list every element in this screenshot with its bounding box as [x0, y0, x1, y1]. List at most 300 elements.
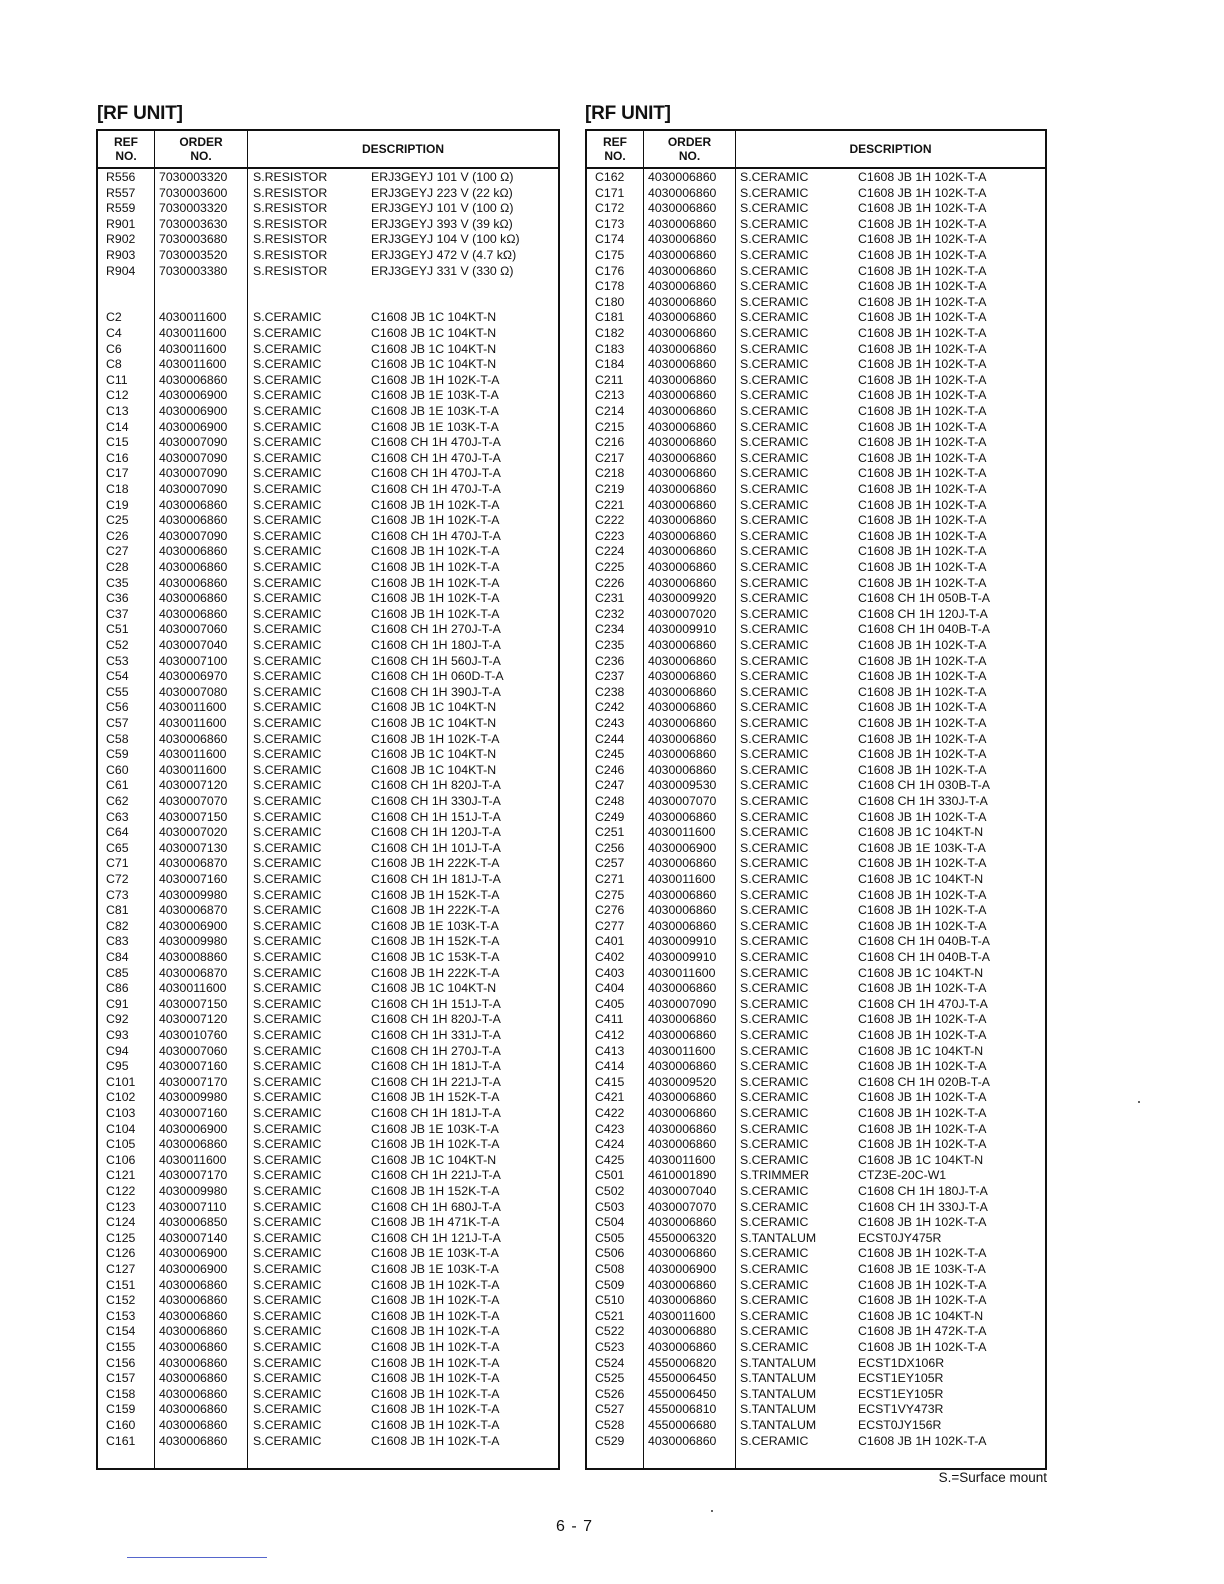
ref-no-cell: C525: [595, 1371, 625, 1386]
order-no-cell: 4030007070: [159, 794, 228, 808]
part-type-cell: S.CERAMIC: [740, 700, 809, 715]
order-no-cell: 4550006450: [648, 1371, 717, 1386]
part-type-cell: S.CERAMIC: [253, 419, 322, 434]
part-type-cell: S.CERAMIC: [253, 1246, 322, 1261]
order-no-cell: 4030006860: [648, 357, 717, 372]
order-no-cell: 4030006860: [648, 1106, 717, 1120]
table-row: [587, 732, 1045, 748]
part-type-cell: S.TANTALUM: [740, 1355, 817, 1370]
ref-no-cell: C522: [595, 1324, 625, 1339]
table-row: [587, 1371, 1045, 1387]
part-type-cell: S.CERAMIC: [740, 1262, 809, 1276]
part-type-cell: S.CERAMIC: [740, 856, 809, 871]
table-row: [98, 201, 558, 217]
ref-no-cell: C59: [106, 747, 129, 762]
part-type-cell: S.CERAMIC: [253, 1184, 322, 1198]
order-no-cell: 4030007090: [159, 450, 228, 465]
part-type-cell: S.CERAMIC: [253, 1121, 322, 1136]
part-type-cell: S.RESISTOR: [253, 232, 328, 247]
order-no-cell: 4030006860: [648, 248, 717, 262]
part-spec-cell: C1608 JB 1H 102K-T-A: [858, 388, 987, 403]
ref-no-cell: C183: [595, 341, 625, 356]
part-spec-cell: C1608 CH 1H 020B-T-A: [858, 1074, 990, 1089]
ref-no-cell: C65: [106, 840, 129, 855]
order-no-cell: 4030006900: [159, 1246, 228, 1261]
order-no-cell: 7030003520: [159, 248, 228, 262]
table-row: [98, 451, 558, 467]
table-row: [587, 763, 1045, 779]
part-type-cell: S.CERAMIC: [740, 1090, 809, 1105]
order-no-cell: 4030006900: [648, 1262, 717, 1276]
part-spec-cell: C1608 JB 1H 152K-T-A: [371, 934, 500, 949]
table-row: [98, 1215, 558, 1231]
header-ref-no: [587, 131, 643, 167]
part-spec-cell: C1608 JB 1H 102K-T-A: [371, 1137, 500, 1152]
ref-no-cell: C521: [595, 1308, 625, 1323]
part-spec-cell: ECST0JY156R: [858, 1418, 942, 1432]
order-no-cell: 4030006860: [648, 918, 717, 933]
ref-no-cell: C257: [595, 856, 625, 871]
ref-no-cell: C414: [595, 1059, 625, 1074]
part-type-cell: S.CERAMIC: [253, 1433, 322, 1448]
table-row: [587, 201, 1045, 217]
table-row: [587, 856, 1045, 872]
order-no-cell: 4030009980: [159, 887, 228, 902]
part-type-cell: S.CERAMIC: [253, 528, 322, 543]
ref-no-cell: C405: [595, 996, 625, 1011]
part-type-cell: S.CERAMIC: [740, 435, 809, 450]
part-spec-cell: C1608 JB 1H 152K-T-A: [371, 1090, 500, 1105]
part-type-cell: S.CERAMIC: [253, 326, 322, 340]
part-type-cell: S.CERAMIC: [740, 1152, 809, 1167]
order-no-cell: 4030006860: [648, 762, 717, 777]
table-row: [98, 1200, 558, 1216]
part-spec-cell: ECST1EY105R: [858, 1371, 944, 1386]
order-no-cell: 4030009980: [159, 1184, 228, 1198]
part-type-cell: S.CERAMIC: [253, 1074, 322, 1089]
table-row: [587, 482, 1045, 498]
order-no-cell: 4030007090: [159, 466, 228, 481]
part-spec-cell: C1608 JB 1H 102K-T-A: [858, 482, 987, 496]
part-type-cell: S.CERAMIC: [253, 840, 322, 855]
part-spec-cell: C1608 JB 1H 102K-T-A: [371, 1293, 500, 1308]
ref-no-cell: C421: [595, 1090, 625, 1105]
ref-no-cell: C423: [595, 1121, 625, 1136]
part-spec-cell: C1608 CH 1H 470J-T-A: [371, 482, 501, 496]
table-row: [98, 170, 558, 186]
part-type-cell: S.CERAMIC: [740, 326, 809, 340]
parts-table-right: [585, 129, 1047, 1470]
part-spec-cell: C1608 JB 1E 103K-T-A: [371, 918, 499, 933]
part-type-cell: S.TANTALUM: [740, 1386, 817, 1401]
ref-no-cell: C524: [595, 1355, 625, 1370]
order-no-cell: 4030011600: [159, 357, 227, 372]
order-no-cell: 4030007020: [648, 606, 717, 621]
ref-no-cell: C12: [106, 388, 129, 403]
part-spec-cell: C1608 JB 1H 102K-T-A: [858, 466, 987, 481]
part-spec-cell: C1608 JB 1C 104KT-N: [371, 700, 497, 715]
order-no-cell: 4030006860: [159, 1277, 228, 1292]
ref-no-cell: C124: [106, 1215, 136, 1230]
ref-no-cell: C122: [106, 1184, 136, 1198]
part-type-cell: S.CERAMIC: [740, 1043, 809, 1058]
ref-no-cell: C64: [106, 825, 129, 840]
ref-no-cell: C56: [106, 700, 129, 715]
ref-no-cell: C162: [595, 170, 625, 184]
order-no-cell: 4030011600: [159, 310, 227, 325]
ref-no-cell: C510: [595, 1293, 625, 1308]
ref-no-cell: C424: [595, 1137, 625, 1152]
part-type-cell: S.CERAMIC: [253, 560, 322, 574]
ref-no-cell: R557: [106, 185, 136, 200]
table-row: [98, 700, 558, 716]
order-no-cell: 4030006860: [648, 1340, 717, 1354]
table-row: [587, 841, 1045, 857]
part-type-cell: S.CERAMIC: [740, 1184, 809, 1198]
part-type-cell: S.RESISTOR: [253, 185, 328, 200]
ref-no-cell: C27: [106, 544, 129, 559]
ref-no-cell: C102: [106, 1090, 136, 1105]
part-type-cell: S.CERAMIC: [253, 918, 322, 933]
table-row: [98, 1309, 558, 1325]
order-no-cell: 4030009910: [648, 950, 717, 964]
part-type-cell: S.CERAMIC: [253, 653, 322, 668]
part-spec-cell: C1608 CH 1H 121J-T-A: [371, 1230, 501, 1245]
table-row: [587, 1137, 1045, 1153]
ref-no-cell: C58: [106, 731, 129, 746]
part-spec-cell: C1608 JB 1H 102K-T-A: [858, 653, 987, 668]
header-order-line2: NO.: [190, 149, 212, 163]
part-spec-cell: C1608 JB 1E 103K-T-A: [371, 388, 499, 403]
table-row: [587, 872, 1045, 888]
table-row: [587, 373, 1045, 389]
order-no-cell: 4030006860: [648, 575, 717, 590]
ref-no-cell: C509: [595, 1277, 625, 1292]
part-type-cell: S.TANTALUM: [740, 1418, 817, 1432]
ref-no-cell: C256: [595, 840, 625, 855]
part-type-cell: S.CERAMIC: [253, 388, 322, 403]
ref-no-cell: C232: [595, 606, 625, 621]
ref-no-cell: C415: [595, 1074, 625, 1089]
part-spec-cell: C1608 JB 1H 102K-T-A: [858, 372, 987, 387]
table-row: [587, 1075, 1045, 1091]
part-type-cell: S.CERAMIC: [740, 981, 809, 996]
part-type-cell: S.CERAMIC: [253, 606, 322, 621]
part-spec-cell: C1608 CH 1H 060D-T-A: [371, 669, 504, 684]
ref-no-cell: C104: [106, 1121, 136, 1136]
part-type-cell: S.CERAMIC: [253, 1402, 322, 1417]
table-row: [98, 1028, 558, 1044]
order-no-cell: 4030006860: [648, 856, 717, 871]
part-spec-cell: C1608 JB 1H 102K-T-A: [858, 903, 987, 918]
table-row: [98, 841, 558, 857]
part-type-cell: S.CERAMIC: [740, 1293, 809, 1308]
part-type-cell: S.CERAMIC: [253, 1199, 322, 1214]
table-row: [98, 420, 558, 436]
part-type-cell: S.CERAMIC: [253, 513, 322, 528]
part-type-cell: S.CERAMIC: [253, 762, 322, 777]
part-spec-cell: C1608 JB 1H 102K-T-A: [858, 263, 987, 278]
part-spec-cell: C1608 CH 1H 470J-T-A: [371, 450, 501, 465]
order-no-cell: 4030006860: [648, 279, 717, 294]
header-desc-text: DESCRIPTION: [849, 142, 932, 156]
ref-no-cell: C425: [595, 1152, 625, 1167]
ref-no-cell: C218: [595, 466, 625, 481]
order-no-cell: 4030006870: [159, 965, 228, 980]
part-type-cell: S.CERAMIC: [253, 778, 322, 793]
table-row: [587, 950, 1045, 966]
order-no-cell: 4030007120: [159, 1012, 228, 1027]
part-spec-cell: C1608 CH 1H 820J-T-A: [371, 778, 501, 793]
table-row: [587, 170, 1045, 186]
ref-no-cell: C231: [595, 591, 625, 606]
part-spec-cell: C1608 CH 1H 181J-T-A: [371, 1106, 501, 1120]
part-spec-cell: C1608 JB 1H 102K-T-A: [371, 606, 500, 621]
part-spec-cell: C1608 JB 1H 472K-T-A: [858, 1324, 987, 1339]
ref-no-cell: C37: [106, 606, 129, 621]
part-type-cell: S.CERAMIC: [740, 622, 809, 637]
part-spec-cell: C1608 JB 1E 103K-T-A: [371, 404, 499, 418]
part-type-cell: S.CERAMIC: [253, 435, 322, 450]
table-row: [98, 498, 558, 514]
table-row: [98, 1434, 558, 1450]
part-type-cell: S.CERAMIC: [740, 903, 809, 918]
part-type-cell: S.CERAMIC: [253, 638, 322, 652]
ref-no-cell: C226: [595, 575, 625, 590]
part-spec-cell: C1608 JB 1H 102K-T-A: [858, 435, 987, 450]
part-spec-cell: C1608 JB 1H 222K-T-A: [371, 965, 500, 980]
part-spec-cell: C1608 JB 1H 102K-T-A: [371, 372, 500, 387]
part-type-cell: S.CERAMIC: [740, 716, 809, 730]
table-row: [587, 1044, 1045, 1060]
part-spec-cell: C1608 JB 1H 102K-T-A: [858, 513, 987, 528]
table-row: [98, 310, 558, 326]
part-spec-cell: C1608 JB 1H 152K-T-A: [371, 887, 500, 902]
table-row: [98, 373, 558, 389]
part-type-cell: S.CERAMIC: [253, 731, 322, 746]
part-type-cell: S.CERAMIC: [740, 1059, 809, 1074]
order-no-cell: 7030003320: [159, 170, 228, 184]
table-row: [587, 248, 1045, 264]
table-row: [98, 1246, 558, 1262]
table-row: [587, 638, 1045, 654]
part-spec-cell: C1608 JB 1H 102K-T-A: [858, 669, 987, 684]
order-no-cell: 7030003600: [159, 185, 228, 200]
order-no-cell: 4030006860: [159, 1386, 228, 1401]
order-no-cell: 4030007160: [159, 1059, 228, 1074]
ref-no-cell: C14: [106, 419, 129, 434]
order-no-cell: 4030007140: [159, 1230, 228, 1245]
ref-no-cell: C247: [595, 778, 625, 793]
ref-no-cell: C223: [595, 528, 625, 543]
table-row: [587, 420, 1045, 436]
ref-no-cell: C412: [595, 1028, 625, 1042]
table-row: [587, 919, 1045, 935]
table-row: [587, 622, 1045, 638]
table-row: [98, 264, 558, 280]
order-no-cell: 4030006860: [648, 684, 717, 699]
ref-no-cell: C103: [106, 1106, 136, 1120]
part-type-cell: S.CERAMIC: [740, 950, 809, 964]
order-no-cell: 4030006860: [159, 560, 228, 574]
part-type-cell: S.CERAMIC: [740, 591, 809, 606]
table-row: [587, 1153, 1045, 1169]
part-type-cell: S.CERAMIC: [740, 232, 809, 247]
part-type-cell: S.CERAMIC: [253, 903, 322, 918]
order-no-cell: 4030009980: [159, 1090, 228, 1105]
order-no-cell: 4030006860: [159, 513, 228, 528]
part-type-cell: S.CERAMIC: [740, 887, 809, 902]
footnote-surface-mount: S.=Surface mount: [938, 1470, 1047, 1485]
part-type-cell: S.CERAMIC: [740, 450, 809, 465]
table-row: [98, 342, 558, 358]
order-no-cell: 4030009520: [648, 1074, 717, 1089]
order-no-cell: 4030006860: [648, 528, 717, 543]
part-type-cell: S.CERAMIC: [253, 1106, 322, 1120]
order-no-cell: 4030006860: [648, 1012, 717, 1027]
order-no-cell: 4030006860: [648, 450, 717, 465]
part-type-cell: S.CERAMIC: [253, 404, 322, 418]
part-type-cell: S.CERAMIC: [740, 1324, 809, 1339]
part-type-cell: S.CERAMIC: [253, 1355, 322, 1370]
part-type-cell: S.TRIMMER: [740, 1168, 809, 1183]
order-no-cell: 4030006970: [159, 669, 228, 684]
order-no-cell: 4030006860: [159, 1433, 228, 1448]
ref-no-cell: C159: [106, 1402, 136, 1417]
order-no-cell: 4030011600: [159, 1152, 227, 1167]
header-ref-no: [98, 131, 154, 167]
part-spec-cell: C1608 JB 1C 104KT-N: [371, 341, 497, 356]
part-spec-cell: C1608 CH 1H 050B-T-A: [858, 591, 990, 606]
table-row: [587, 1059, 1045, 1075]
table-row: [98, 466, 558, 482]
part-spec-cell: C1608 CH 1H 330J-T-A: [858, 1199, 988, 1214]
header-ref-line1: REF: [114, 135, 138, 149]
part-spec-cell: C1608 JB 1H 222K-T-A: [371, 903, 500, 918]
part-type-cell: S.CERAMIC: [740, 419, 809, 434]
table-row: [98, 1137, 558, 1153]
table-row: [98, 778, 558, 794]
table-row: [98, 919, 558, 935]
part-spec-cell: C1608 JB 1H 102K-T-A: [858, 684, 987, 699]
part-type-cell: S.CERAMIC: [740, 965, 809, 980]
part-spec-cell: C1608 CH 1H 180J-T-A: [858, 1184, 988, 1198]
part-type-cell: S.CERAMIC: [740, 544, 809, 559]
part-type-cell: S.CERAMIC: [740, 185, 809, 200]
order-no-cell: 4030006900: [159, 1262, 228, 1276]
ref-no-cell: C234: [595, 622, 625, 637]
order-no-cell: 4030011600: [648, 1043, 716, 1058]
table-row: [98, 388, 558, 404]
part-type-cell: S.CERAMIC: [253, 825, 322, 840]
order-no-cell: 4030006860: [159, 1293, 228, 1308]
order-no-cell: 4030006860: [648, 1137, 717, 1152]
order-no-cell: 4030006900: [159, 918, 228, 933]
part-spec-cell: C1608 JB 1H 102K-T-A: [858, 1215, 987, 1230]
table-row: [98, 716, 558, 732]
table-row: [98, 217, 558, 233]
ref-no-cell: C178: [595, 279, 625, 294]
part-type-cell: S.CERAMIC: [740, 762, 809, 777]
part-type-cell: S.CERAMIC: [740, 497, 809, 512]
order-no-cell: 4030006900: [648, 840, 717, 855]
part-type-cell: S.CERAMIC: [740, 528, 809, 543]
part-spec-cell: ERJ3GEYJ 101 V (100 Ω): [371, 170, 514, 184]
part-spec-cell: C1608 CH 1H 180J-T-A: [371, 638, 501, 652]
ref-no-cell: C71: [106, 856, 129, 871]
part-spec-cell: C1608 JB 1H 102K-T-A: [858, 341, 987, 356]
ref-no-cell: C404: [595, 981, 625, 996]
part-spec-cell: ECST1VY473R: [858, 1402, 944, 1417]
part-spec-cell: C1608 JB 1H 102K-T-A: [858, 170, 987, 184]
table-row: [98, 794, 558, 810]
ref-no-cell: C36: [106, 591, 129, 606]
part-type-cell: S.CERAMIC: [740, 216, 809, 231]
part-spec-cell: C1608 CH 1H 221J-T-A: [371, 1074, 501, 1089]
table-row: [98, 482, 558, 498]
part-spec-cell: C1608 JB 1H 222K-T-A: [371, 856, 500, 871]
part-spec-cell: C1608 JB 1H 102K-T-A: [858, 279, 987, 294]
header-order-line2: NO.: [678, 149, 701, 163]
part-type-cell: S.CERAMIC: [740, 310, 809, 325]
ref-no-cell: C528: [595, 1418, 625, 1432]
part-spec-cell: C1608 JB 1H 102K-T-A: [858, 1028, 987, 1042]
part-spec-cell: C1608 JB 1C 104KT-N: [858, 1308, 984, 1323]
part-spec-cell: C1608 CH 1H 040B-T-A: [858, 934, 990, 949]
part-spec-cell: ERJ3GEYJ 101 V (100 Ω): [371, 201, 514, 216]
part-type-cell: S.CERAMIC: [740, 1215, 809, 1230]
ref-no-cell: C504: [595, 1215, 625, 1230]
part-spec-cell: C1608 JB 1H 102K-T-A: [858, 1246, 987, 1261]
part-type-cell: S.CERAMIC: [253, 684, 322, 699]
order-no-cell: 4030007090: [159, 482, 228, 496]
part-type-cell: S.CERAMIC: [253, 1340, 322, 1354]
order-no-cell: 4030007070: [648, 794, 717, 808]
table-header: [98, 131, 558, 169]
order-no-cell: 4030006860: [648, 170, 717, 184]
table-row: [587, 295, 1045, 311]
part-spec-cell: C1608 JB 1H 102K-T-A: [858, 1433, 987, 1448]
part-spec-cell: C1608 CH 1H 120J-T-A: [858, 606, 988, 621]
part-spec-cell: C1608 JB 1C 104KT-N: [371, 716, 497, 730]
order-no-cell: 4030007090: [159, 435, 228, 450]
part-spec-cell: C1608 JB 1H 102K-T-A: [371, 497, 500, 512]
part-spec-cell: ERJ3GEYJ 472 V (4.7 kΩ): [371, 248, 517, 262]
header-ref-line1: REF: [603, 135, 627, 149]
part-type-cell: S.CERAMIC: [740, 1277, 809, 1292]
part-spec-cell: C1608 JB 1C 104KT-N: [858, 1152, 984, 1167]
part-spec-cell: C1608 JB 1H 102K-T-A: [858, 357, 987, 372]
table-row: [587, 1012, 1045, 1028]
table-row: [587, 778, 1045, 794]
part-spec-cell: C1608 JB 1H 102K-T-A: [371, 1355, 500, 1370]
ref-no-cell: C106: [106, 1152, 136, 1167]
order-no-cell: 4030011600: [159, 747, 227, 762]
table-row: [587, 388, 1045, 404]
part-spec-cell: C1608 CH 1H 331J-T-A: [371, 1028, 501, 1042]
part-spec-cell: C1608 CH 1H 470J-T-A: [371, 435, 501, 450]
part-type-cell: S.CERAMIC: [740, 1074, 809, 1089]
part-spec-cell: C1608 JB 1H 102K-T-A: [858, 575, 987, 590]
order-no-cell: 4030006860: [648, 404, 717, 418]
order-no-cell: 4030007090: [648, 996, 717, 1011]
order-no-cell: 4030006860: [648, 544, 717, 559]
part-type-cell: S.CERAMIC: [740, 575, 809, 590]
ref-no-cell: C19: [106, 497, 129, 512]
order-no-cell: 4030006860: [648, 903, 717, 918]
part-type-cell: S.CERAMIC: [740, 825, 809, 840]
table-row: [98, 1106, 558, 1122]
